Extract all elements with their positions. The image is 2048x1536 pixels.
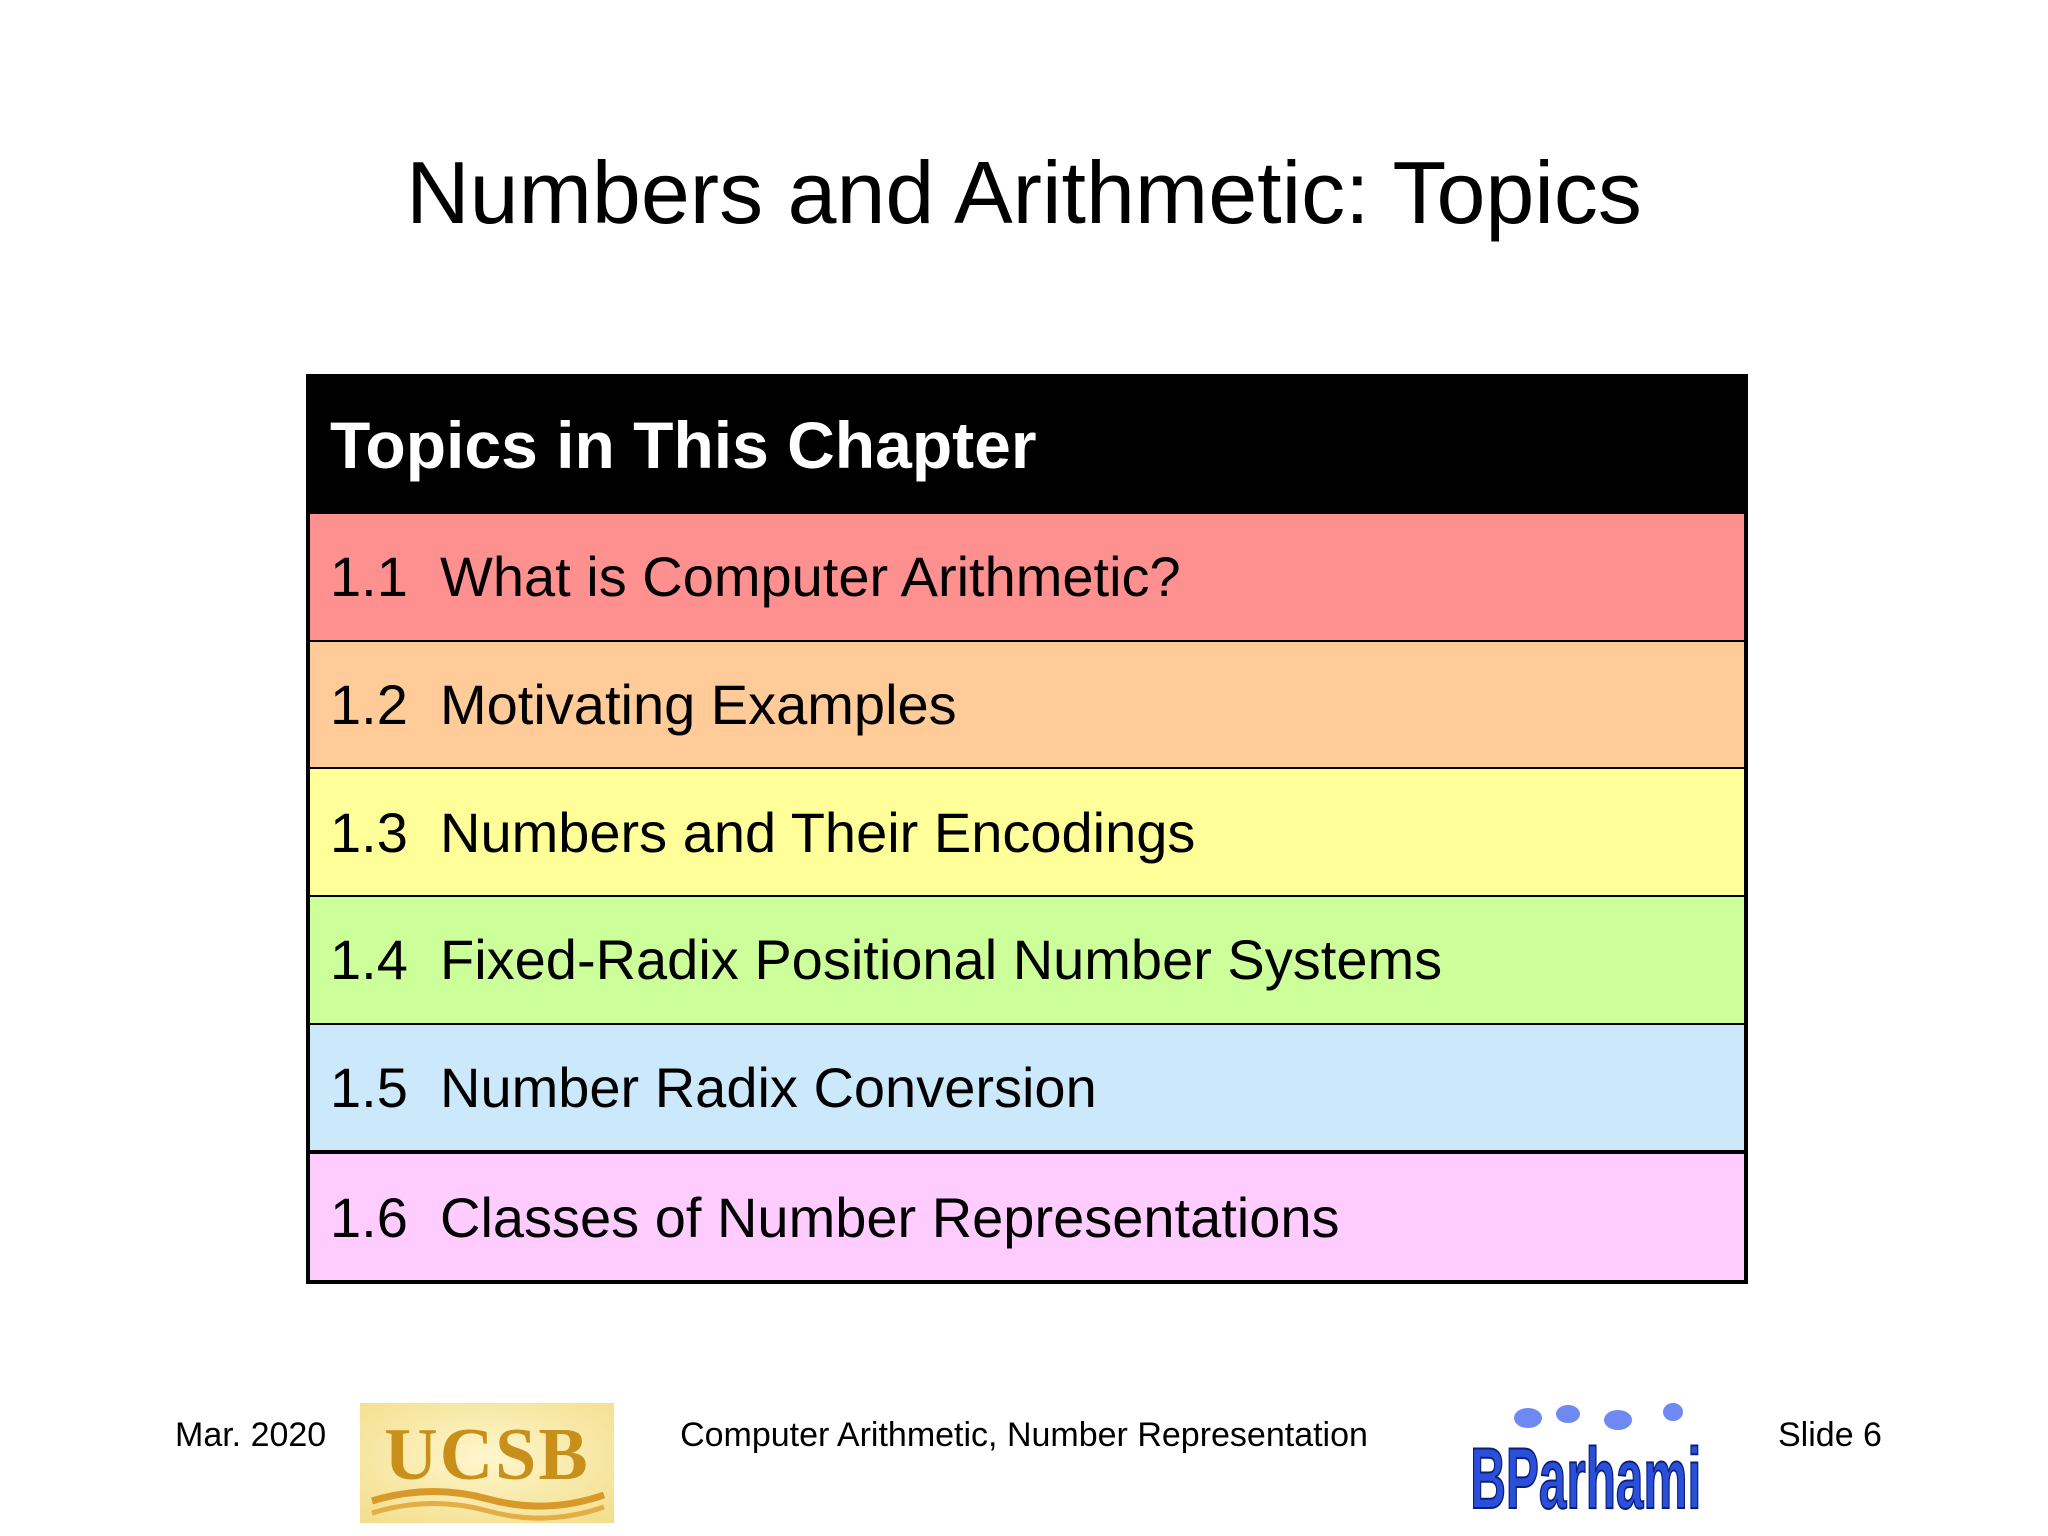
topics-table-header: Topics in This Chapter [310,378,1744,512]
footer-date: Mar. 2020 [175,1416,327,1454]
author-logo [1468,1400,1728,1518]
topic-label: Classes of Number Representations [440,1185,1340,1249]
ucsb-logo [360,1403,614,1523]
topic-number: 1.4 [330,928,408,992]
topic-label: Fixed-Radix Positional Number Systems [440,928,1443,992]
slide-title: Numbers and Arithmetic: Topics [406,143,1642,242]
topic-label: Number Radix Conversion [440,1056,1097,1120]
footer-course-title: Computer Arithmetic, Number Representation [680,1416,1368,1454]
topic-number: 1.2 [330,673,408,736]
topic-number: 1.1 [330,545,408,609]
topic-number: 1.6 [330,1185,408,1249]
topic-row-1-5 [310,1023,1744,1151]
topic-number: 1.5 [330,1056,408,1120]
svg-text:UCSB: UCSB [384,1414,590,1496]
topic-label: Numbers and Their Encodings [440,800,1196,864]
topic-row-1-3 [310,767,1744,895]
topic-row-1-2 [310,640,1744,768]
topics-table [306,374,1748,1284]
topic-row-1-1 [310,512,1744,640]
svg-text:BParhami: BParhami [1470,1429,1702,1518]
topic-row-1-6 [310,1150,1744,1280]
topic-number: 1.3 [330,800,408,864]
topic-label: Motivating Examples [440,673,957,736]
topic-label: What is Computer Arithmetic? [440,545,1181,609]
topic-row-1-4 [310,895,1744,1023]
footer-slide-number: Slide 6 [1778,1416,1882,1454]
